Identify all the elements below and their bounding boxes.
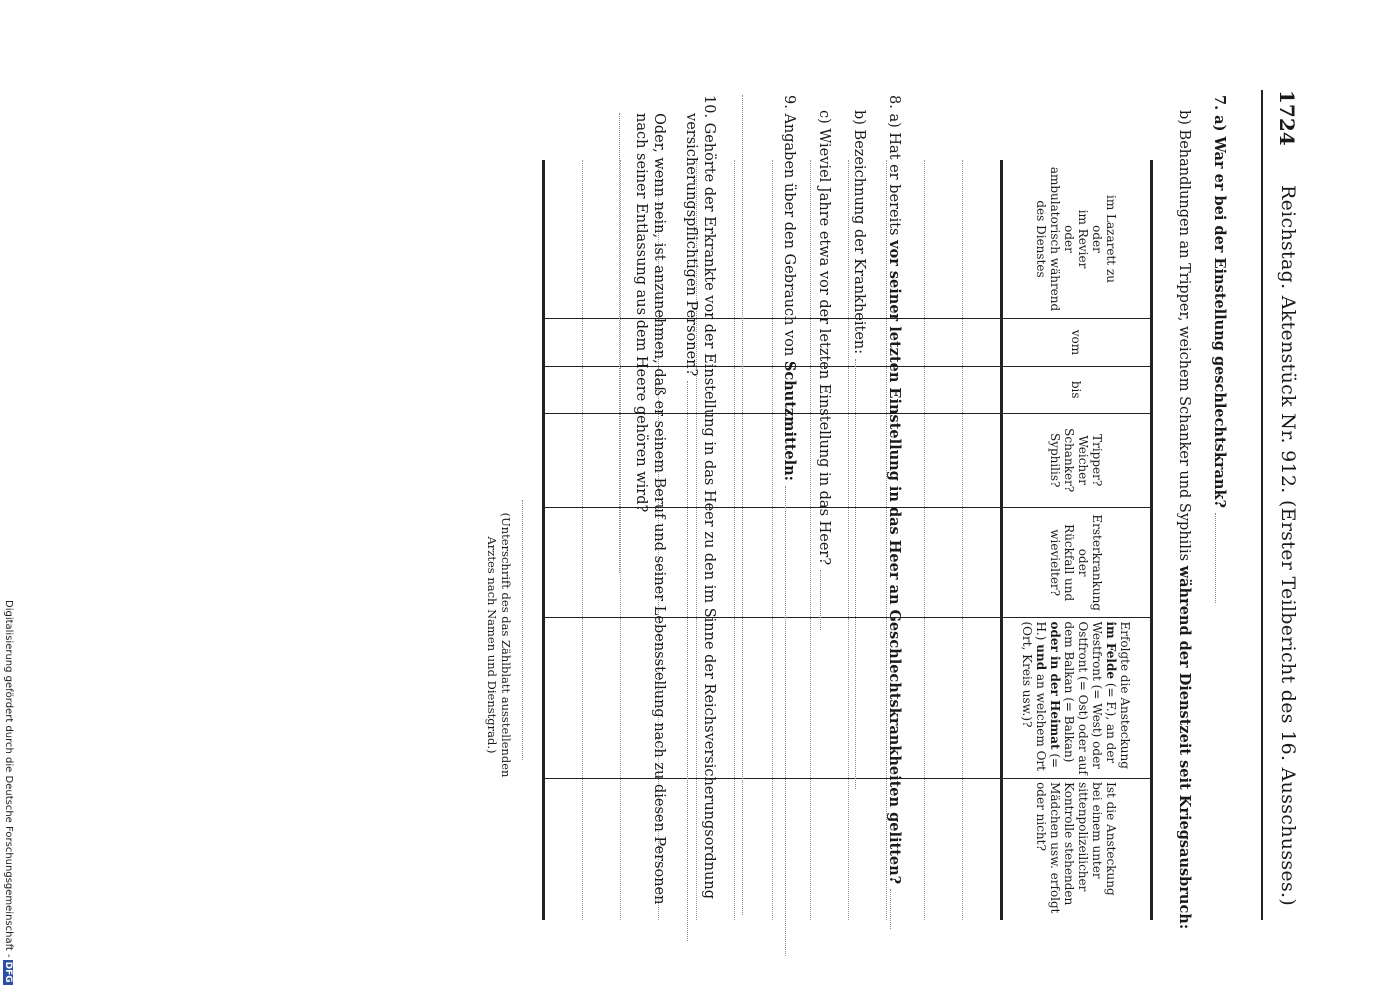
col-from: vom [1002, 319, 1152, 367]
table-cell[interactable] [925, 160, 963, 319]
disease-header-line: Schanker? [1062, 428, 1077, 493]
table-cell[interactable] [963, 319, 1002, 367]
disease-header-line: Tripper? [1090, 434, 1105, 487]
table-cell[interactable] [925, 413, 963, 507]
table-cell[interactable] [544, 366, 583, 413]
table-cell[interactable] [849, 779, 887, 920]
table-cell[interactable] [544, 507, 583, 618]
question-7b: b) Behandlungen an Tripper, weichem Schanker und Syphilis während der Dienstzeit seit Kriegsausbruch: [1176, 110, 1193, 930]
table-cell[interactable] [544, 779, 583, 920]
table-row [735, 160, 773, 920]
table-row [963, 160, 1002, 920]
col-occurrence [1002, 507, 1152, 618]
location-header-line: ambulatorisch während [1048, 166, 1063, 312]
col-location [1002, 160, 1152, 319]
location-header-line: im Lazarett zu [1104, 195, 1119, 283]
table-cell[interactable] [811, 618, 849, 779]
table-row [925, 160, 963, 920]
table-cell[interactable] [735, 319, 773, 367]
table-cell[interactable] [811, 779, 849, 920]
table-cell[interactable] [963, 507, 1002, 618]
question-8b: b) Bezeichnung der Krankheiten: [850, 110, 868, 789]
location-header-line: oder [1062, 225, 1077, 253]
table-cell[interactable] [735, 160, 773, 319]
location-header-line: des Dienstes [1034, 200, 1049, 278]
question-7a: 7. a) War er bei der Einstellung geschlechtskrank? [1210, 95, 1228, 603]
table-cell[interactable] [544, 160, 583, 319]
occurrence-header-line: Ersterkrankung [1090, 514, 1105, 611]
question-8a: 8. a) Hat er bereits vor seiner letzten Einstellung in das Heer an Geschlechtskrankheiten gelitten? [885, 95, 903, 975]
disease-header-line: Weicher [1076, 435, 1091, 485]
table-cell[interactable] [963, 366, 1002, 413]
table-cell[interactable] [963, 618, 1002, 779]
col-disease [1002, 413, 1152, 507]
page-number: 1724 [1275, 90, 1299, 146]
col-control: Ist die Ansteckung bei einem unter sittenpolizeilicher Kontrolle stehenden Mädchen usw. erfolgt oder nicht? [1002, 779, 1152, 920]
location-header-line: im Revier [1076, 209, 1091, 269]
table-cell[interactable] [925, 507, 963, 618]
occurrence-header-line: oder [1076, 548, 1091, 577]
question-8c: c) Wieviel Jahre etwa vor der letzten Einstellung in das Heer? [815, 110, 833, 630]
dfg-logo: DFG [3, 961, 13, 983]
table-cell[interactable] [544, 319, 583, 367]
table-row [544, 160, 583, 920]
question-10: 10. Gehörte der Erkrankte vor der Einstellung in das Heer zu den im Sinne der Reichsversicherungsordnung versicherungspflichtigen Personen? Oder, wenn nein, ist anzunehmen, daß er seinem Beruf und seiner Lebensstellung nach zu diesen Personen nach seiner Entlassung aus dem Heere gehören wird? [614, 95, 718, 975]
signature-caption: (Unterschrift des das Zählblatt ausstellenden Arztes nach Namen und Dienstgrad.) [485, 512, 513, 778]
table-cell[interactable] [963, 160, 1002, 319]
table-cell[interactable] [544, 413, 583, 507]
table-cell[interactable] [544, 618, 583, 779]
table-cell[interactable] [963, 779, 1002, 920]
table-cell[interactable] [925, 319, 963, 367]
col-to: bis [1002, 366, 1152, 413]
table-cell[interactable] [735, 507, 773, 618]
question-9: 9. Angaben über den Gebrauch von Schutzmitteln: [780, 95, 798, 956]
col-infection-place: Erfolgte die Ansteckung im Felde (= F.), an der Westfront (= West) oder Ostfront (= Ost) oder auf dem Balkan (= Balkan) oder in der Heimat (= H.) und an welchem Ort (Ort, Kreis usw.)? [1002, 618, 1152, 779]
table-cell[interactable] [735, 779, 773, 920]
table-cell[interactable] [735, 366, 773, 413]
page-header [1261, 90, 1305, 920]
disease-header-line: Syphilis? [1048, 432, 1063, 488]
digitization-text: Digitalisierung gefördert durch die Deutsche Forschungsgemeinschaft - [3, 600, 14, 958]
location-header-line: oder [1090, 225, 1105, 253]
table-cell[interactable] [925, 779, 963, 920]
signature-line [522, 500, 523, 760]
digitization-note [0, 600, 16, 990]
table-cell[interactable] [735, 618, 773, 779]
table-cell[interactable] [925, 618, 963, 779]
table-cell[interactable] [735, 413, 773, 507]
answer-line [742, 95, 743, 915]
running-title: Reichstag. Aktenstück Nr. 912. (Erster Teilbericht des 16. Ausschusses.) [1277, 185, 1299, 907]
table-cell[interactable] [963, 413, 1002, 507]
table-cell[interactable] [925, 366, 963, 413]
occurrence-header-line: wievielter? [1048, 529, 1063, 597]
occurrence-header-line: Rückfall und [1062, 524, 1077, 602]
